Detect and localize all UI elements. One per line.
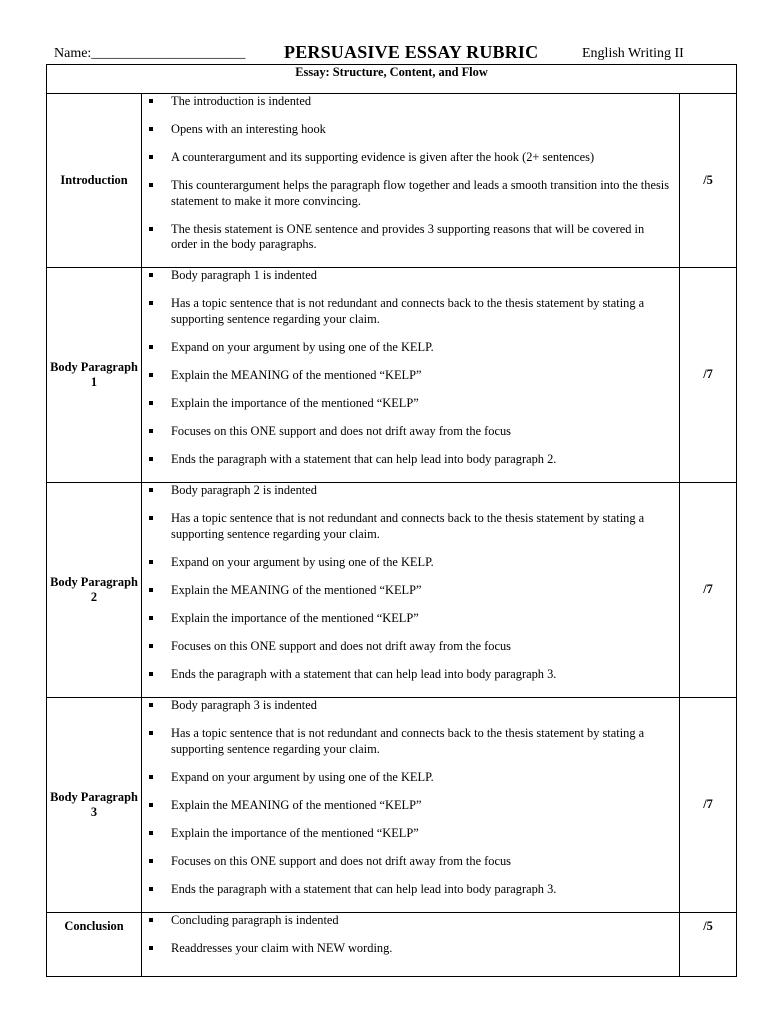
criteria-cell bbox=[142, 268, 680, 483]
criteria-item: Explain the MEANING of the mentioned “KELP” bbox=[142, 583, 679, 599]
criteria-item: Concluding paragraph is indented bbox=[142, 913, 679, 929]
criteria-list bbox=[142, 94, 679, 253]
criteria-item: Body paragraph 2 is indented bbox=[142, 483, 679, 499]
row-score: /7 bbox=[680, 483, 737, 698]
rubric-row-body-paragraph-3 bbox=[47, 698, 737, 913]
rubric-table bbox=[46, 64, 737, 977]
rubric-row-body-paragraph-1 bbox=[47, 268, 737, 483]
row-score: /5 bbox=[680, 913, 737, 977]
rubric-heading: Essay: Structure, Content, and Flow bbox=[47, 65, 737, 94]
row-label: Introduction bbox=[47, 94, 142, 268]
criteria-item: Ends the paragraph with a statement that can help lead into body paragraph 3. bbox=[142, 882, 679, 898]
name-field-label: Name:______________________ bbox=[54, 46, 246, 61]
rubric-heading-row bbox=[47, 65, 737, 94]
criteria-item: The thesis statement is ONE sentence and provides 3 supporting reasons that will be covered in order in the body paragraphs. bbox=[142, 222, 679, 253]
criteria-item: Ends the paragraph with a statement that can help lead into body paragraph 3. bbox=[142, 667, 679, 683]
criteria-item: Focuses on this ONE support and does not drift away from the focus bbox=[142, 639, 679, 655]
rubric-row-body-paragraph-2 bbox=[47, 483, 737, 698]
criteria-list bbox=[142, 483, 679, 682]
row-label: Body Paragraph 1 bbox=[47, 268, 142, 483]
page-header bbox=[54, 42, 734, 64]
rubric-row-introduction bbox=[47, 94, 737, 268]
criteria-list bbox=[142, 268, 679, 467]
criteria-item: Opens with an interesting hook bbox=[142, 122, 679, 138]
criteria-list bbox=[142, 698, 679, 897]
criteria-item: Expand on your argument by using one of the KELP. bbox=[142, 770, 679, 786]
criteria-item: Has a topic sentence that is not redundant and connects back to the thesis statement by stating a supporting sentence regarding your claim. bbox=[142, 511, 679, 542]
criteria-item: Explain the MEANING of the mentioned “KELP” bbox=[142, 368, 679, 384]
row-score: /7 bbox=[680, 698, 737, 913]
criteria-cell bbox=[142, 913, 680, 977]
criteria-item: Ends the paragraph with a statement that can help lead into body paragraph 2. bbox=[142, 452, 679, 468]
row-label: Body Paragraph 2 bbox=[47, 483, 142, 698]
criteria-item: Body paragraph 3 is indented bbox=[142, 698, 679, 714]
row-label: Body Paragraph 3 bbox=[47, 698, 142, 913]
criteria-item: The introduction is indented bbox=[142, 94, 679, 110]
criteria-item: Body paragraph 1 is indented bbox=[142, 268, 679, 284]
criteria-item: Explain the importance of the mentioned “KELP” bbox=[142, 826, 679, 842]
criteria-item: A counterargument and its supporting evidence is given after the hook (2+ sentences) bbox=[142, 150, 679, 166]
criteria-item: Has a topic sentence that is not redundant and connects back to the thesis statement by stating a supporting sentence regarding your claim. bbox=[142, 296, 679, 327]
criteria-cell bbox=[142, 94, 680, 268]
criteria-cell bbox=[142, 698, 680, 913]
criteria-item: Expand on your argument by using one of the KELP. bbox=[142, 555, 679, 571]
criteria-item: Explain the importance of the mentioned “KELP” bbox=[142, 396, 679, 412]
row-score: /7 bbox=[680, 268, 737, 483]
criteria-item: Explain the MEANING of the mentioned “KELP” bbox=[142, 798, 679, 814]
criteria-item: Readdresses your claim with NEW wording. bbox=[142, 941, 679, 957]
criteria-list bbox=[142, 913, 679, 957]
criteria-cell bbox=[142, 483, 680, 698]
criteria-item: Has a topic sentence that is not redundant and connects back to the thesis statement by stating a supporting sentence regarding your claim. bbox=[142, 726, 679, 757]
criteria-item: Expand on your argument by using one of the KELP. bbox=[142, 340, 679, 356]
criteria-item: Focuses on this ONE support and does not drift away from the focus bbox=[142, 854, 679, 870]
page-title: PERSUASIVE ESSAY RUBRIC bbox=[284, 42, 539, 62]
row-score: /5 bbox=[680, 94, 737, 268]
criteria-item: This counterargument helps the paragraph flow together and leads a smooth transition into the thesis statement to make it more convincing. bbox=[142, 178, 679, 209]
criteria-item: Explain the importance of the mentioned “KELP” bbox=[142, 611, 679, 627]
row-label: Conclusion bbox=[47, 913, 142, 977]
rubric-row-conclusion bbox=[47, 913, 737, 977]
criteria-item: Focuses on this ONE support and does not drift away from the focus bbox=[142, 424, 679, 440]
course-name: English Writing II bbox=[582, 46, 684, 61]
